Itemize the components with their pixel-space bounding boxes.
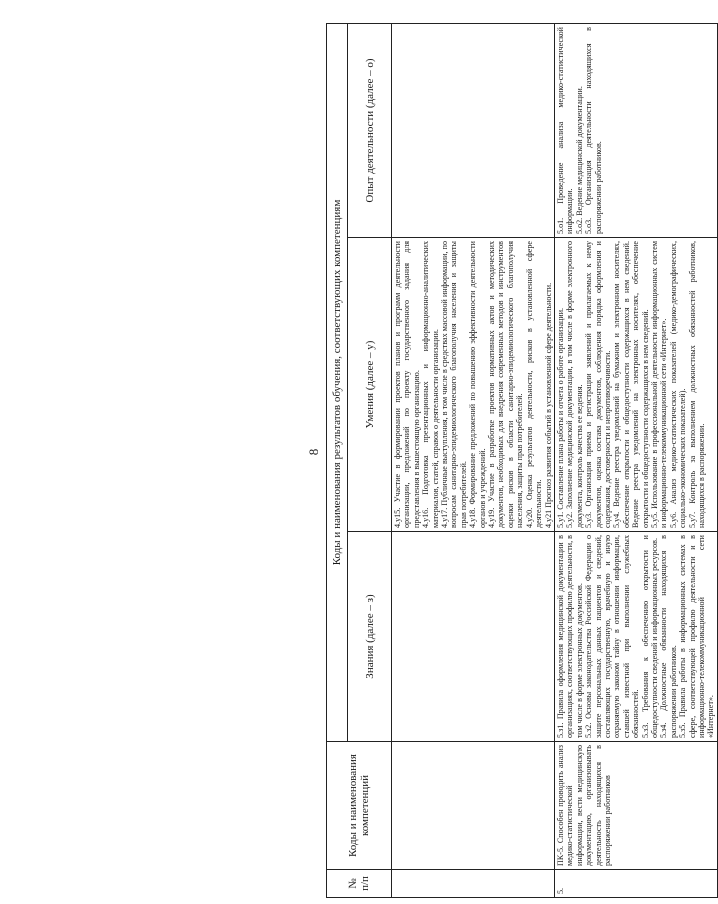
cell-skills: 4.у15. Участие в формировании проектов планов и программ деятельности организации, предложений по проекту государственного задания для представления в вышестоящую организацию. 4.у16. Подготовка презентационных и информационно-аналитических материалов, статей, справок о деятельности организации. 4.у17. Публичные выступления, в том числе в средствах массовой информации, по вопросам санитарно-эпидемиологического благополучия населения и защиты прав потребителей. 4.у18. Формирование предложений по повышению эффективности деятельности органов и учреждений. 4.у19. Участие в разработке проектов нормативных актов и методических документов, необходимых для внедрения современных методов и инструментов оценки рисков в области санитарно-эпидемиологического благополучия населения, защиты прав потребителей. 4.у20. Оценка результатов деятельности, рисков в установленной сфере деятельности. 4.у21 Прогноз развития событий в установленной сфере деятельности.	[392, 238, 555, 532]
cell-experience: 5.о1. Проведение анализа медико-статистической информации. 5.о2. Ведение медицинской документации. 5.о3. Организация деятельности находящихся в распоряжении работников.	[554, 24, 717, 238]
table-row	[554, 24, 717, 898]
header-code: Коды и наименования компетенций	[327, 742, 392, 870]
page-number: 8	[306, 448, 321, 456]
cell-num	[392, 870, 555, 898]
cell-knowledge	[392, 532, 555, 742]
header-row	[327, 24, 348, 898]
table-row	[392, 24, 555, 898]
header-experience: Опыт деятельности (далее – о)	[348, 24, 392, 238]
cell-code: ПК-5. Способен проводить анализ медико-статистической информации, вести медицинскую документацию, организовывать деятельность находящихся в распоряжении работников	[554, 742, 717, 870]
cell-experience	[392, 24, 555, 238]
cell-skills: 5.у1. Составление плана работы и отчета о работе организации. 5.у2. Заполнение медицинской документации, в том числе в форме электронного документа, контроль качества ее ведения. 5.у3. Организация приема и регистрации заявлений и прилагаемых к нему документов, оценка состава документов, соблюдения порядка оформления и содержания, достоверности и непротиворечивости. 5.у4. Ведение реестра уведомлений на бумажном и электронном носителях, обеспечение открытости и общедоступности содержащихся в нем сведений. Ведение реестра уведомлений на электронных носителях, обеспечение открытости и общедоступности содержащихся в нем сведений. 5.у5. Использование в профессиональной деятельности информационных систем и информационно-телекоммуникационной сети «Интернет». 5.у6. Анализ медико-статистических показателей (медико-демографических, социально-экономических показателей). 5.у7. Контроль за выполнением должностных обязанностей работников, находящихся в распоряжении.	[554, 238, 717, 532]
header-knowledge: Знания (далее – з)	[348, 532, 392, 742]
cell-knowledge: 5.з1. Правила оформления медицинской документации в организациях, соответствующих профилю деятельности, в том числе в форме электронных документов. 5.з2. Основы законодательства Российской Федерации о защите персональных данных пациентов и сведений, составляющих государственную, врачебную и иную охраняемую законом тайну в отношении информации, ставшей известной при выполнении служебных обязанностей. 5.з3. Требования к обеспечению открытости и общедоступности сведений и информационных ресурсов. 5.з4. Должностные обязанности находящихся в распоряжении работников. 5.з5. Правила работы в информационных системах в сфере, соответствующей профилю деятельности и в информационно-телекоммуникационной сети «Интернет».	[554, 532, 717, 742]
header-group: Коды и наименования результатов обучения, соответствующих компетенциям	[327, 24, 348, 742]
cell-num: 5.	[554, 870, 717, 898]
cell-code	[392, 742, 555, 870]
header-num: № п/п	[327, 870, 392, 898]
header-skills: Умения (далее – у)	[348, 238, 392, 532]
competency-table	[326, 23, 718, 898]
